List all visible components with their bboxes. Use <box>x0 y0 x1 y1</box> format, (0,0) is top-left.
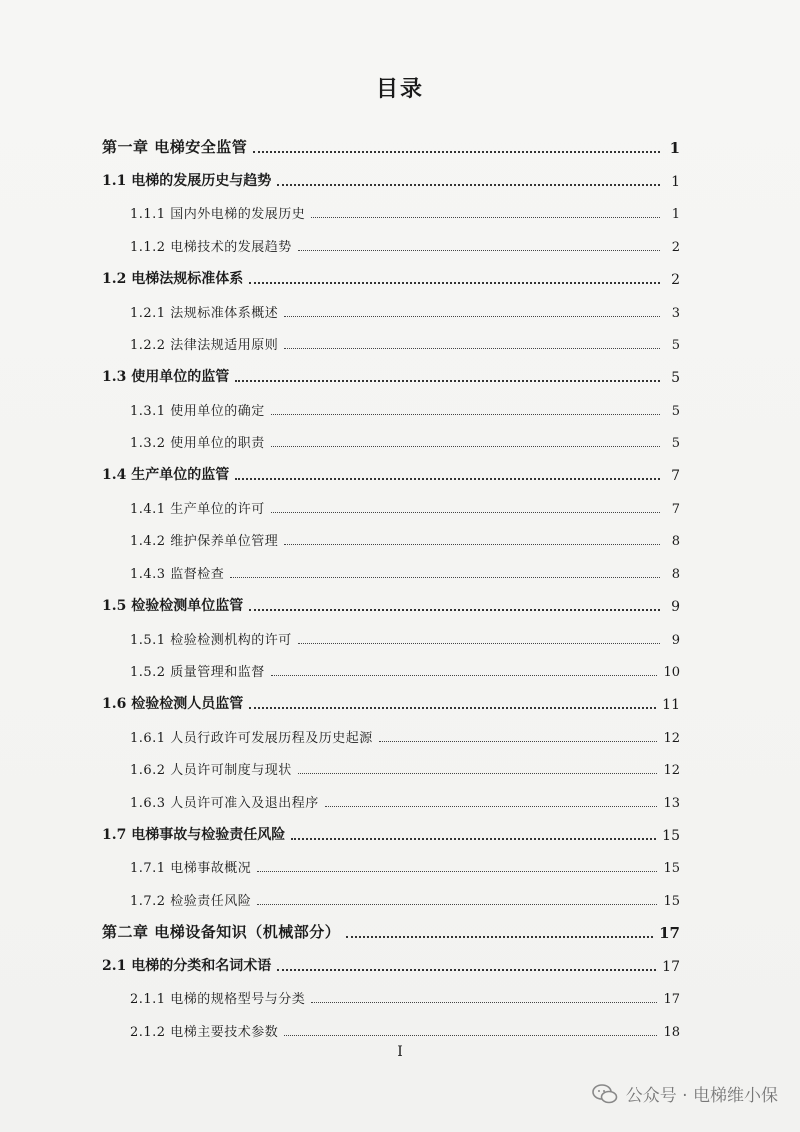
dot-leader <box>235 478 660 480</box>
toc-entry-sub <box>130 722 680 746</box>
page-title: 目录 <box>375 76 424 102</box>
toc-entry-page: 7 <box>671 468 680 484</box>
toc-entry-page: 12 <box>663 763 680 779</box>
toc-entry-sub <box>130 754 680 778</box>
toc-entry-label: 1.2.1 法规标准体系概述 <box>130 305 279 321</box>
dot-leader <box>298 773 658 774</box>
toc-entry-page: 5 <box>671 338 680 354</box>
toc-entry-label: 1.5 检验检测单位监管 <box>102 597 244 614</box>
dot-leader <box>249 282 660 284</box>
toc-entry-section <box>102 264 680 288</box>
watermark <box>592 1081 778 1106</box>
toc-entry-page: 12 <box>663 730 680 746</box>
toc-entry-sub <box>130 525 680 549</box>
dot-leader <box>271 446 660 447</box>
dot-leader <box>346 936 653 938</box>
dot-leader <box>277 969 656 971</box>
toc-entry-page: 5 <box>671 403 680 419</box>
dot-leader <box>249 609 660 611</box>
dot-leader <box>284 316 660 317</box>
toc-entry-section <box>102 362 680 386</box>
dot-leader <box>271 675 658 676</box>
toc-entry-section <box>102 820 680 844</box>
toc-entry-label: 1.4 生产单位的监管 <box>102 467 230 483</box>
dot-leader <box>325 806 658 807</box>
toc-entry-page: 1 <box>671 173 680 190</box>
toc-entry-page: 5 <box>671 436 680 452</box>
toc-entry-page: 17 <box>662 958 680 975</box>
toc-entry-page: 18 <box>663 1024 680 1040</box>
dot-leader <box>379 741 658 742</box>
toc-entry-page: 2 <box>671 240 680 256</box>
toc-entry-page: 10 <box>663 665 680 681</box>
toc-entry-page: 2 <box>671 271 680 288</box>
toc-entry-label: 第二章 电梯设备知识（机械部分） <box>102 922 341 941</box>
dot-leader <box>291 838 656 840</box>
toc-entry-label: 1.4.1 生产单位的许可 <box>130 501 265 517</box>
toc-entry-label: 2.1.2 电梯主要技术参数 <box>130 1024 279 1040</box>
dot-leader <box>298 643 660 644</box>
toc-entry-section <box>102 951 680 975</box>
dot-leader <box>253 151 660 153</box>
toc-entry-sub <box>130 852 680 876</box>
toc-entry-sub <box>130 427 680 451</box>
dot-leader <box>257 904 657 905</box>
toc-entry-sub <box>130 198 680 222</box>
toc-entry-label: 1.4.2 维护保养单位管理 <box>130 534 279 550</box>
toc-entry-page: 1 <box>669 139 680 157</box>
toc-entry-label: 1.5.2 质量管理和监督 <box>130 665 265 681</box>
dot-leader <box>284 1035 657 1036</box>
toc-entry-section <box>102 460 680 484</box>
toc-entry-label: 1.2.2 法律法规适用原则 <box>130 338 279 354</box>
toc-entry-label: 2.1 电梯的分类和名词术语 <box>102 957 272 974</box>
dot-leader <box>298 250 660 251</box>
toc-entry-page: 9 <box>671 598 680 615</box>
toc-entry-sub <box>130 395 680 419</box>
toc-entry-chapter <box>102 918 680 942</box>
toc-entry-sub <box>130 885 680 909</box>
toc-entry-sub <box>130 656 680 680</box>
page-number-folio: I <box>397 1044 403 1060</box>
toc-entry-page: 11 <box>662 696 680 713</box>
dot-leader <box>235 380 660 382</box>
toc-entry-label: 1.3.1 使用单位的确定 <box>130 403 265 419</box>
toc-entry-label: 1.7.2 检验责任风险 <box>130 894 252 910</box>
toc-entry-label: 1.5.1 检验检测机构的许可 <box>130 632 292 648</box>
toc-entry-label: 1.2 电梯法规标准体系 <box>102 270 244 287</box>
dot-leader <box>257 871 657 872</box>
toc-entry-label: 1.6 检验检测人员监管 <box>102 695 244 712</box>
toc-entry-page: 7 <box>671 501 680 517</box>
toc-entry-page: 8 <box>671 534 680 550</box>
toc-entry-label: 2.1.1 电梯的规格型号与分类 <box>130 992 306 1008</box>
toc-entry-label: 1.1.2 电梯技术的发展趋势 <box>130 240 292 256</box>
toc-entry-sub <box>130 493 680 517</box>
toc-entry-label: 1.7 电梯事故与检验责任风险 <box>102 826 286 843</box>
dot-leader <box>277 184 660 186</box>
toc-entry-sub <box>130 558 680 582</box>
toc-entry-page: 17 <box>663 992 680 1008</box>
toc-entry-page: 1 <box>671 207 680 223</box>
dot-leader <box>311 217 660 218</box>
toc-entry-sub <box>130 297 680 321</box>
toc-entry-label: 1.1 电梯的发展历史与趋势 <box>102 172 272 189</box>
watermark-text: 公众号 · 电梯维小保 <box>625 1086 778 1106</box>
wechat-icon <box>592 1084 618 1104</box>
toc-entry-label: 1.1.1 国内外电梯的发展历史 <box>130 207 306 223</box>
toc-entry-sub <box>130 983 680 1007</box>
toc-entry-page: 3 <box>671 305 680 321</box>
toc-entry-page: 15 <box>663 861 680 877</box>
toc-entry-page: 5 <box>671 369 680 386</box>
toc-entry-page: 9 <box>671 632 680 648</box>
dot-leader <box>271 512 660 513</box>
toc-entry-label: 1.4.3 监督检查 <box>130 567 225 583</box>
toc-entry-label: 1.6.2 人员许可制度与现状 <box>130 763 292 779</box>
toc-entry-page: 8 <box>671 567 680 583</box>
toc-entry-page: 13 <box>663 796 680 811</box>
toc-entry-label: 1.6.3 人员许可准入及退出程序 <box>130 796 319 811</box>
toc-entry-section <box>102 591 680 615</box>
toc-entry-section <box>102 166 680 190</box>
toc-entry-label: 第一章 电梯安全监管 <box>102 138 248 156</box>
toc-entry-section <box>102 689 680 713</box>
toc-entry-sub <box>130 1016 680 1040</box>
dot-leader <box>249 707 656 709</box>
dot-leader <box>271 414 660 415</box>
toc-entry-label: 1.3.2 使用单位的职责 <box>130 436 265 452</box>
toc-entry-page: 15 <box>662 827 680 844</box>
dot-leader <box>284 348 660 349</box>
toc-entry-sub <box>130 624 680 648</box>
toc-entry-page: 17 <box>659 923 680 942</box>
toc-entry-chapter <box>102 133 680 157</box>
toc-entry-page: 15 <box>663 894 680 910</box>
dot-leader <box>230 577 660 578</box>
toc-entry-label: 1.6.1 人员行政许可发展历程及历史起源 <box>130 730 373 746</box>
dot-leader <box>311 1002 657 1003</box>
toc-entry-sub <box>130 787 680 811</box>
toc-entry-label: 1.3 使用单位的监管 <box>102 368 230 385</box>
toc-entry-sub <box>130 231 680 255</box>
dot-leader <box>284 544 660 545</box>
toc-entry-label: 1.7.1 电梯事故概况 <box>130 861 252 877</box>
toc-entry-sub <box>130 329 680 353</box>
